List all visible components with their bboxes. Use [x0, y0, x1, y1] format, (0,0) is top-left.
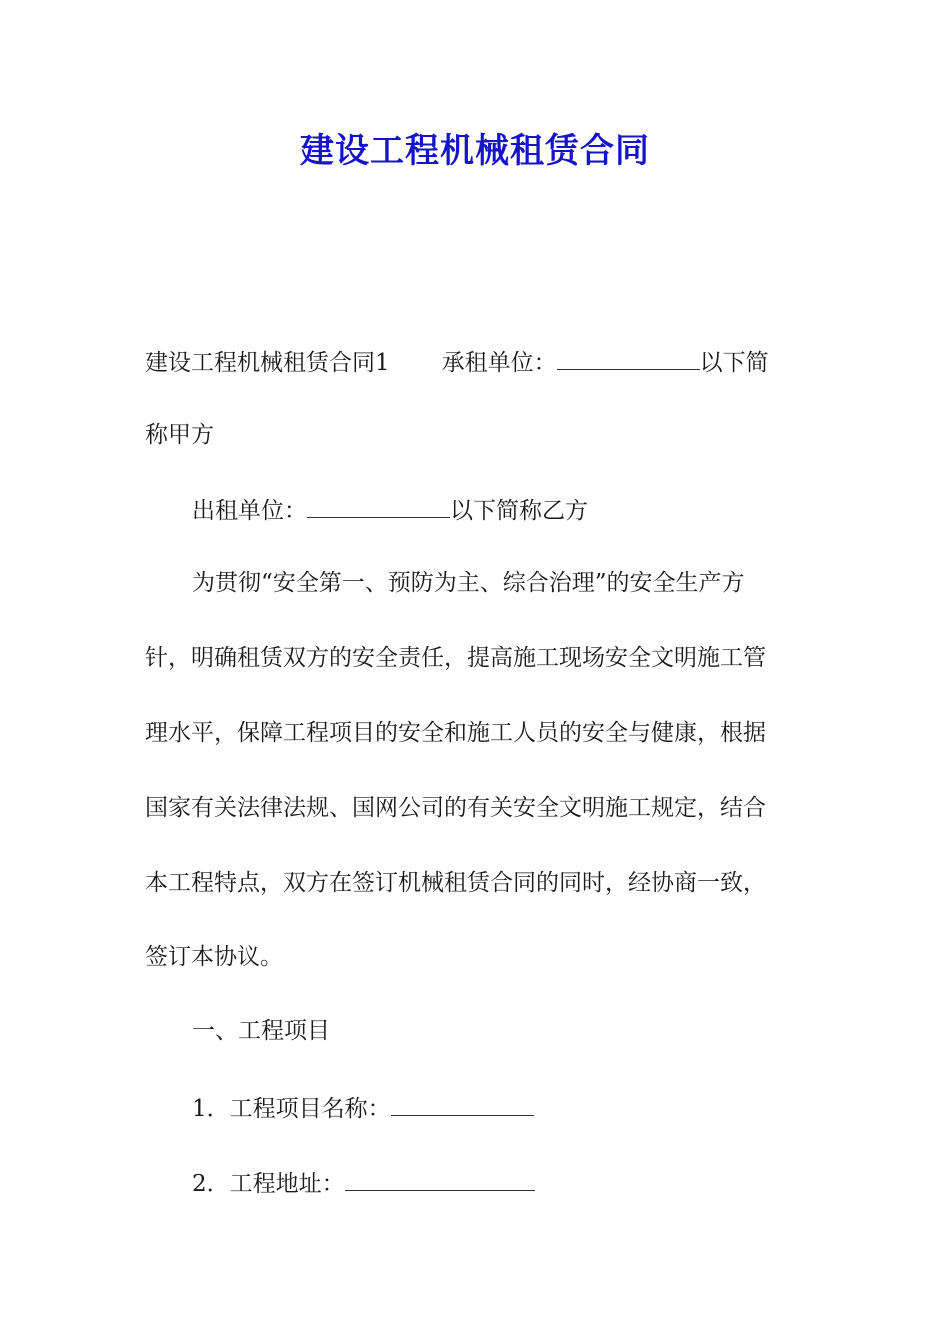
project-address-label: 2．工程地址： — [192, 1171, 345, 1197]
project-address-line — [192, 1164, 857, 1201]
project-name-blank-field — [391, 1089, 534, 1116]
lessee-label: 承租单位： — [441, 350, 557, 376]
purpose-line-1: 为贯彻“安全第一、预防为主、综合治理”的安全生产方 — [192, 570, 745, 596]
purpose-line-3: 理水平，保障工程项目的安全和施工人员的安全与健康，根据 — [145, 720, 766, 746]
lessor-suffix-text: 以下简称乙方 — [450, 498, 588, 524]
intro-suffix-text: 以下简 — [699, 350, 769, 376]
project-name-line — [192, 1089, 857, 1126]
project-address-blank-field — [345, 1164, 535, 1191]
purpose-line-6: 签订本协议。 — [145, 944, 283, 970]
lessor-blank-field — [307, 491, 450, 518]
intro-line-1 — [145, 343, 810, 380]
contract-name-text: 建设工程机械租赁合同1 — [145, 350, 390, 376]
purpose-line-4: 国家有关法律法规、国网公司的有关安全文明施工规定，结合 — [145, 795, 766, 821]
section-1-heading: 一、工程项目 — [192, 1018, 330, 1044]
project-name-label: 1．工程项目名称： — [192, 1096, 391, 1122]
lessee-blank-field — [557, 343, 700, 370]
purpose-line-2: 针，明确租赁双方的安全责任，提高施工现场安全文明施工管 — [145, 645, 766, 671]
document-title: 建设工程机械租赁合同 — [300, 131, 650, 171]
lessor-label: 出租单位： — [192, 498, 307, 524]
intro-line-2: 称甲方 — [145, 422, 214, 448]
lessor-line — [192, 491, 857, 528]
purpose-line-5: 本工程特点，双方在签订机械租赁合同的同时，经协商一致， — [145, 870, 766, 896]
